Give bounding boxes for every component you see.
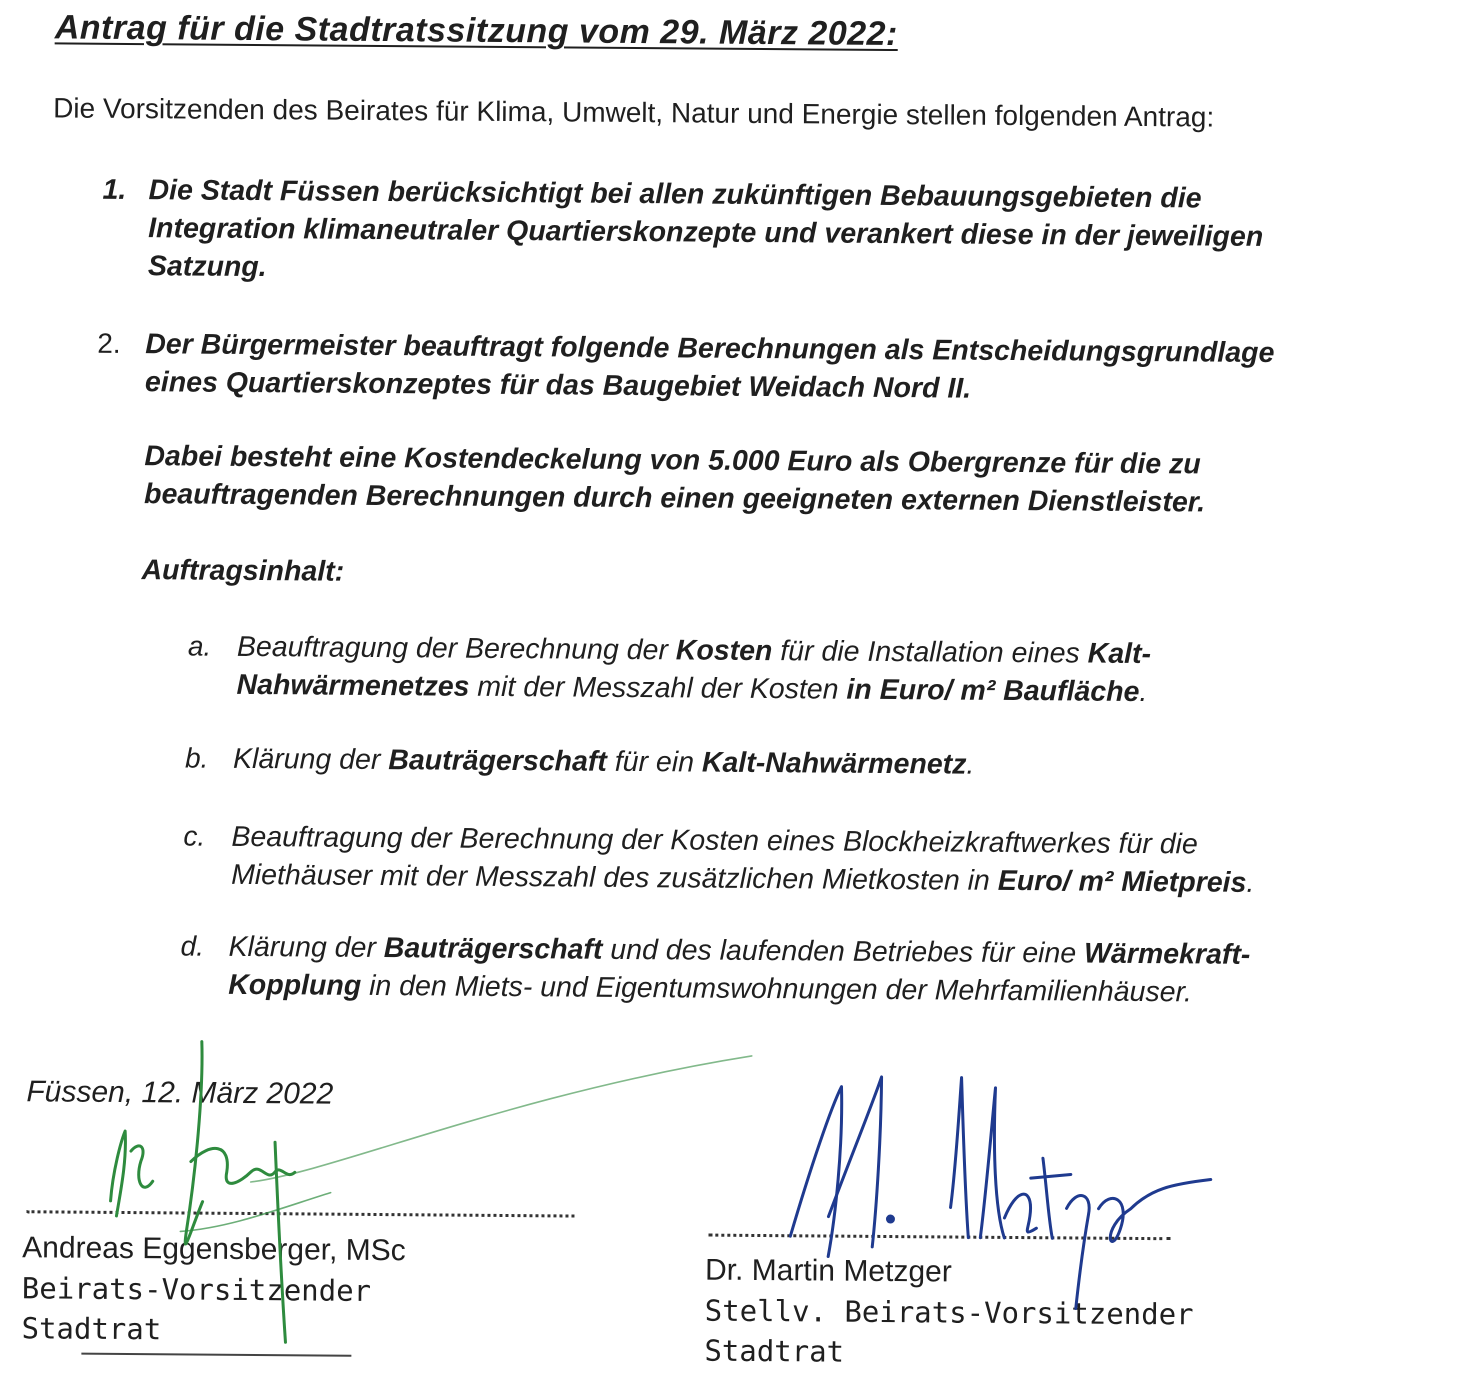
subitem-d-line-1: Klärung der Bauträgerschaft und des laufenden Betriebes für eine Wärmekraft- [228,930,1251,971]
item-2-text [145,325,1275,410]
subitem-a-text [236,628,1151,711]
right-signature-handwriting [780,1066,1222,1319]
subitem-c-text [231,818,1255,902]
right-signatory-role: Stellv. Beirats-Vorsitzender [704,1293,1194,1332]
item-1-line: Satzung. [147,250,267,284]
right-signature-strokes [790,1076,1212,1309]
subheading-auftragsinhalt: Auftragsinhalt: [141,554,345,588]
subitem-d-letter: d. [180,930,205,962]
item-1-number: 1. [102,173,127,206]
subitem-d-text [228,928,1250,1012]
item-1-line: Die Stadt Füssen berücksichtigt bei allen zukünftigen Bebauungsgebieten die [148,174,1202,215]
right-signatory-name: Dr. Martin Metzger [704,1253,952,1289]
subitem-a-letter: a. [187,630,212,662]
left-signatory-office: Stadtrat [21,1311,162,1347]
subitem-a-line-1: Beauftragung der Berechnung der Kosten für die Installation eines Kalt- [236,630,1152,671]
left-signatory-role: Beirats-Vorsitzender [21,1271,372,1308]
cost-cap-paragraph [144,437,1206,521]
item-2-line: Der Bürgermeister beauftragt folgende Berechnungen als Entscheidungsgrundlage [145,328,1275,370]
subitem-a-line-2: Nahwärmenetzes mit der Messzahl der Kosten in Euro/ m² Baufläche. [236,668,1148,709]
right-signatory-office: Stadtrat [704,1333,845,1369]
subitem-c-letter: c. [183,820,206,852]
subitem-d-line-2: Kopplung in den Miets- und Eigentumswohnungen der Mehrfamilienhäuser. [228,968,1193,1009]
cost-cap-line: Dabei besteht eine Kostendeckelung von 5.000 Euro als Obergrenze für die zu [144,440,1201,481]
document-title: Antrag für die Stadtratssitzung vom 29. März 2022: [54,8,898,54]
subitem-b-text: Klärung der Bauträgerschaft für ein Kalt-Nahwärmenetz. [232,742,975,781]
cost-cap-line: beauftragenden Berechnungen durch einen geeigneten externen Dienstleister. [143,478,1206,519]
item-2-line: eines Quartierskonzeptes für das Baugebiet Weidach Nord II. [144,366,972,405]
left-signatory-name: Andreas Eggensberger, MSc [22,1231,406,1268]
item-2-number: 2. [97,327,121,359]
bottom-rule [81,1353,351,1357]
subitem-b-letter: b. [184,742,209,774]
place-date: Füssen, 12. März 2022 [26,1075,334,1111]
item-1-line: Integration klimaneutraler Quartierskonzepte und verankert diese in der jeweiligen [148,212,1264,253]
left-signature-handwriting [89,1031,771,1356]
subitem-c-line-2: Miethäuser mit der Messzahl des zusätzlichen Mietkosten in Euro/ m² Mietpreis. [231,858,1255,899]
item-1-text [148,171,1264,294]
subitem-c-line-1: Beauftragung der Berechnung der Kosten eines Blockheizkraftwerkes für die [231,820,1198,861]
intro-paragraph: Die Vorsitzenden des Beirates für Klima, Umwelt, Natur und Energie stellen folgenden Antrag: [53,92,1215,133]
left-signature-strokes [109,1041,751,1346]
